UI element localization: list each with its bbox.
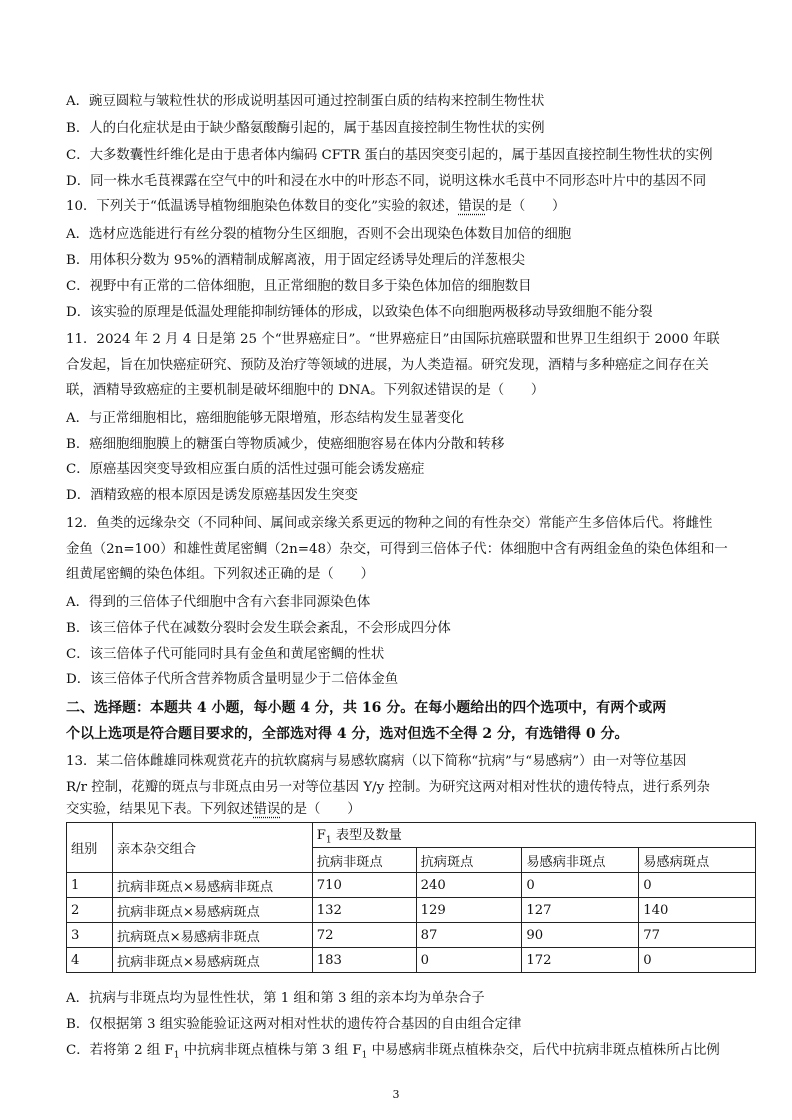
cell-cross: 抗病斑点×易感病非斑点 — [112, 923, 312, 948]
question-11-stem: 合发起，旨在加快癌症研究、预防及治疗等领域的进展，为人类造福。研究发现，酒精与多种癌症之间存在关 — [66, 358, 709, 373]
option-9b: B．人的白化症状是由于缺少酪氨酸酶引起的，属于基因直接控制生物性状的实例 — [66, 121, 545, 136]
question-12-stem: 组黄尾密鲷的染色体组。下列叙述正确的是（ ） — [66, 567, 374, 582]
question-12-stem: 12．鱼类的远缘杂交（不同种间、属间或亲缘关系更远的物种之间的有性杂交）常能产生多倍体后代。将雌性 — [66, 516, 713, 531]
table-row — [67, 873, 756, 898]
cell-value: 0 — [639, 873, 756, 898]
question-13-stem: 13．某二倍体雌雄同株观赏花卉的抗软腐病与易感软腐病（以下简称“抗病”与“易感病”）由一对等位基因 — [66, 754, 687, 769]
cell-value: 90 — [522, 923, 639, 948]
cell-value: 710 — [312, 873, 416, 898]
header-group: 组别 — [67, 823, 113, 873]
question-12-stem: 金鱼（2n=100）和雄性黄尾密鲷（2n=48）杂交，可得到三倍体子代：体细胞中含有两组金鱼的染色体组和一 — [66, 542, 728, 557]
stem-text: 的是（ ） — [485, 199, 566, 214]
cell-cross: 抗病非斑点×易感病非斑点 — [112, 873, 312, 898]
option-13a: A．抗病与非斑点均为显性性状，第 1 组和第 3 组的亲本均为单杂合子 — [66, 991, 485, 1006]
header-f1: $F_1$ 表型及数量 — [312, 823, 755, 848]
cell-group: 1 — [67, 873, 113, 898]
option-9c: C．大多数囊性纤维化是由于患者体内编码 CFTR 蛋白的基因突变引起的，属于基因直接控制生物性状的实例 — [66, 148, 713, 163]
option-9a: A．豌豆圆粒与皱粒性状的形成说明基因可通过控制蛋白质的结构来控制生物性状 — [66, 94, 545, 109]
option-11a: A．与正常细胞相比，癌细胞能够无限增殖，形态结构发生显著变化 — [66, 411, 464, 426]
option-13c: C．若将第 2 组 $F_1$ 中抗病非斑点植株与第 3 组 $F_1$ 中易感病非斑点植株杂交，后代中抗病非斑点植株所占比例 — [66, 1043, 720, 1061]
option-12a: A．得到的三倍体子代细胞中含有六套非同源染色体 — [66, 595, 371, 610]
cell-value: 0 — [639, 948, 756, 973]
question-10-stem — [66, 197, 565, 217]
option-12b: B．该三倍体子代在减数分裂时会发生联会紊乱，不会形成四分体 — [66, 621, 451, 636]
cell-value: 129 — [416, 898, 522, 923]
cell-value: 77 — [639, 923, 756, 948]
option-10a: A．选材应选能进行有丝分裂的植物分生区细胞，否则不会出现染色体数目加倍的细胞 — [66, 227, 572, 242]
stem-text: 10．下列关于“低温诱导植物细胞染色体数目的变化”实验的叙述， — [66, 199, 459, 214]
question-13-stem — [66, 800, 361, 820]
emphasis-mark: 错误 — [458, 199, 486, 214]
question-11-stem: 联，酒精导致癌症的主要机制是破坏细胞中的 DNA。下列叙述错误的是（ ） — [66, 383, 545, 398]
option-9d: D．同一株水毛茛裸露在空气中的叶和浸在水中的叶形态不同，说明这株水毛茛中不同形态叶片中的基因不同 — [66, 174, 707, 189]
cell-value: 240 — [416, 873, 522, 898]
table-row — [67, 948, 756, 973]
question-11-stem: 11．2024 年 2 月 4 日是第 25 个“世界癌症日”。“世界癌症日”由国际抗癌联盟和世界卫生组织于 2000 年联 — [66, 332, 720, 347]
option-12c: C．该三倍体子代可能同时具有金鱼和黄尾密鲷的性状 — [66, 647, 385, 662]
stem-text: 的是（ ） — [280, 802, 361, 817]
table-row — [67, 898, 756, 923]
cell-cross: 抗病非斑点×易感病斑点 — [112, 898, 312, 923]
cell-value: 0 — [416, 948, 522, 973]
cell-value: 140 — [639, 898, 756, 923]
subheader: 抗病斑点 — [416, 848, 522, 873]
cell-group: 2 — [67, 898, 113, 923]
subheader: 抗病非斑点 — [312, 848, 416, 873]
cell-value: 87 — [416, 923, 522, 948]
cell-value: 172 — [522, 948, 639, 973]
cell-value: 127 — [522, 898, 639, 923]
header-cross: 亲本杂交组合 — [112, 823, 312, 873]
emphasis-mark: 错误 — [253, 802, 281, 817]
cell-value: 72 — [312, 923, 416, 948]
option-12d: D．该三倍体子代所含营养物质含量明显少于二倍体金鱼 — [66, 672, 399, 687]
option-13b: B．仅根据第 3 组实验能验证这两对相对性状的遗传符合基因的自由组合定律 — [66, 1017, 522, 1032]
option-10c: C．视野中有正常的二倍体细胞，且正常细胞的数目多于染色体加倍的细胞数目 — [66, 279, 532, 294]
option-10b: B．用体积分数为 95%的酒精制成解离液，用于固定经诱导处理后的洋葱根尖 — [66, 253, 525, 268]
page-number: 3 — [392, 1088, 400, 1101]
results-table — [66, 822, 756, 973]
cell-value: 183 — [312, 948, 416, 973]
cell-cross: 抗病非斑点×易感病斑点 — [112, 948, 312, 973]
cell-value: 0 — [522, 873, 639, 898]
cell-group: 3 — [67, 923, 113, 948]
subheader: 易感病斑点 — [639, 848, 756, 873]
stem-text: 交实验，结果见下表。下列叙述 — [66, 802, 254, 817]
question-13-stem: R/r 控制，花瓣的斑点与非斑点由另一对等位基因 Y/y 控制。为研究这两对相对性状的遗传特点，进行系列杂 — [66, 780, 710, 795]
section-two-heading: 个以上选项是符合题目要求的，全部选对得 4 分，选对但选不全得 2 分，有选错得 0 分。 — [66, 726, 629, 742]
cell-value: 132 — [312, 898, 416, 923]
table-row — [67, 923, 756, 948]
cell-group: 4 — [67, 948, 113, 973]
option-11c: C．原癌基因突变导致相应蛋白质的活性过强可能会诱发癌症 — [66, 462, 425, 477]
option-11b: B．癌细胞细胞膜上的糖蛋白等物质减少，使癌细胞容易在体内分散和转移 — [66, 437, 505, 452]
section-two-heading: 二、选择题：本题共 4 小题，每小题 4 分，共 16 分。在每小题给出的四个选项中，有两个或两 — [66, 700, 667, 716]
subheader: 易感病非斑点 — [522, 848, 639, 873]
option-10d: D．该实验的原理是低温处理能抑制纺锤体的形成，以致染色体不向细胞两极移动导致细胞不能分裂 — [66, 305, 653, 320]
option-11d: D．酒精致癌的根本原因是诱发原癌基因发生突变 — [66, 488, 358, 503]
